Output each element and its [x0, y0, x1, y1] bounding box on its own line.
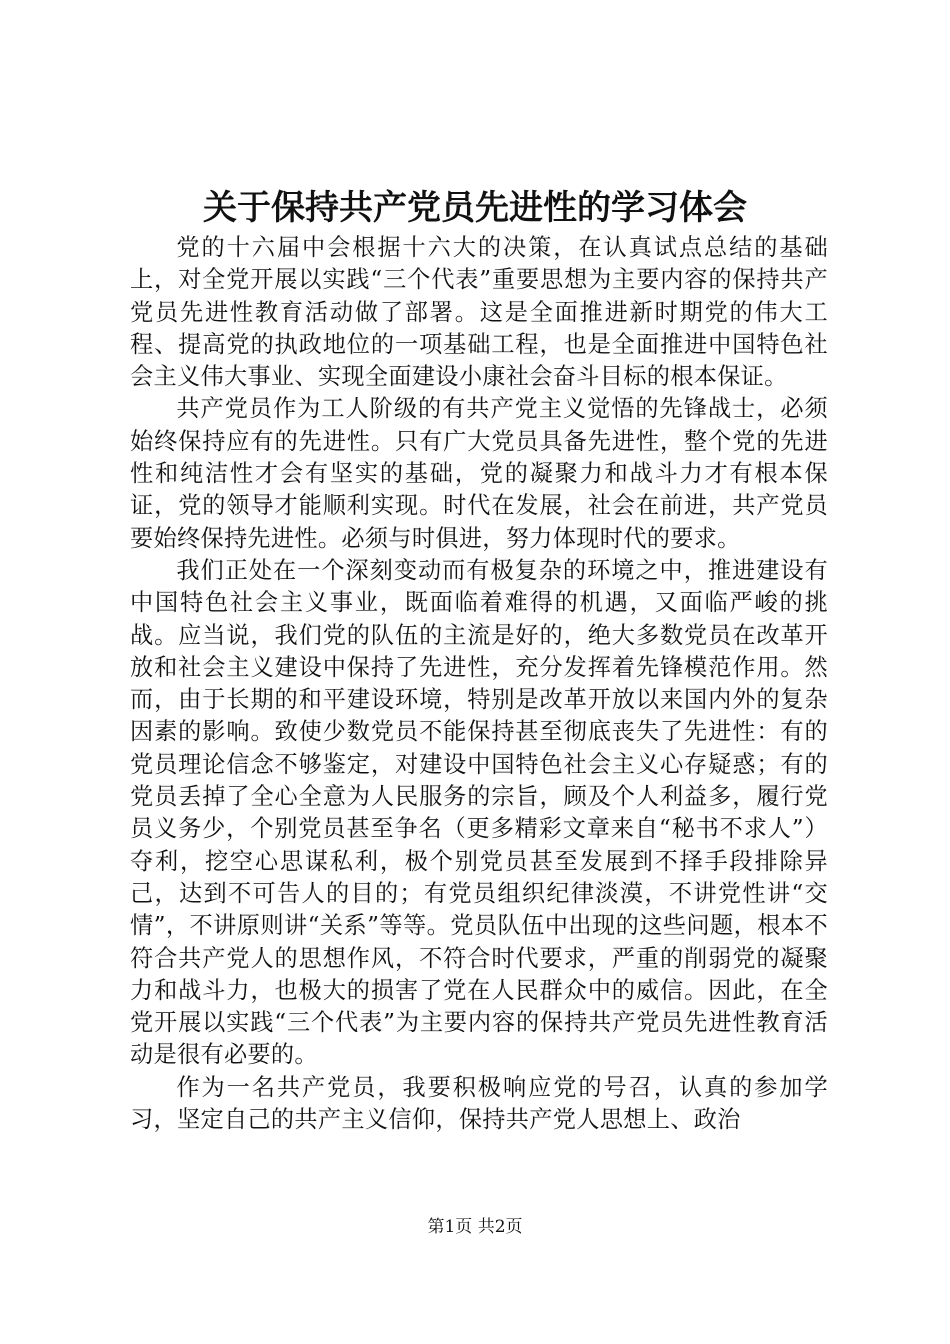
paragraph-1: 党的十六届中会根据十六大的决策，在认真试点总结的基础上，对全党开展以实践“三个代表”重要思想为主要内容的保持共产党员先进性教育活动做了部署。这是全面推进新时期党的伟大工程、提高党的执政地位的一项基础工程，也是全面推进中国特色社会主义伟大事业、实现全面建设小康社会奋斗目标的根本保证。	[130, 234, 828, 391]
page-number-footer: 第1页 共2页	[427, 1217, 523, 1237]
document-title: 关于保持共产党员先进性的学习体会	[203, 188, 747, 228]
paragraph-4: 作为一名共产党员，我要积极响应党的号召，认真的参加学习，坚定自己的共产主义信仰，保持共产党人思想上、政治	[130, 1073, 828, 1134]
paragraph-2: 共产党员作为工人阶级的有共产党主义觉悟的先锋战士，必须始终保持应有的先进性。只有广大党员具备先进性，整个党的先进性和纯洁性才会有坚实的基础，党的凝聚力和战斗力才有根本保证，党的领导才能顺利实现。时代在发展，社会在前进，共产党员要始终保持先进性。必须与时俱进，努力体现时代的要求。	[130, 395, 828, 552]
document-body	[130, 232, 828, 1136]
paragraph-3: 我们正处在一个深刻变动而有极复杂的环境之中，推进建设有中国特色社会主义事业，既面临着难得的机遇，又面临严峻的挑战。应当说，我们党的队伍的主流是好的，绝大多数党员在改革开放和社会主义建设中保持了先进性，充分发挥着先锋模范作用。然而，由于长期的和平建设环境，特别是改革开放以来国内外的复杂因素的影响。致使少数党员不能保持甚至彻底丧失了先进性：有的党员理论信念不够鉴定，对建设中国特色社会主义心存疑惑；有的党员丢掉了全心全意为人民服务的宗旨，顾及个人利益多，履行党员义务少，个别党员甚至争名（更多精彩文章来自“秘书不求人”）夺利，挖空心思谋私利，极个别党员甚至发展到不择手段排除异己，达到不可告人的目的；有党员组织纪律淡漠，不讲党性讲“交情”，不讲原则讲“关系”等等。党员队伍中出现的这些问题，根本不符合共产党人的思想作风，不符合时代要求，严重的削弱党的凝聚力和战斗力，也极大的损害了党在人民群众中的威信。因此，在全党开展以实践“三个代表”为主要内容的保持共产党员先进性教育活动是很有必要的。	[130, 556, 828, 1069]
